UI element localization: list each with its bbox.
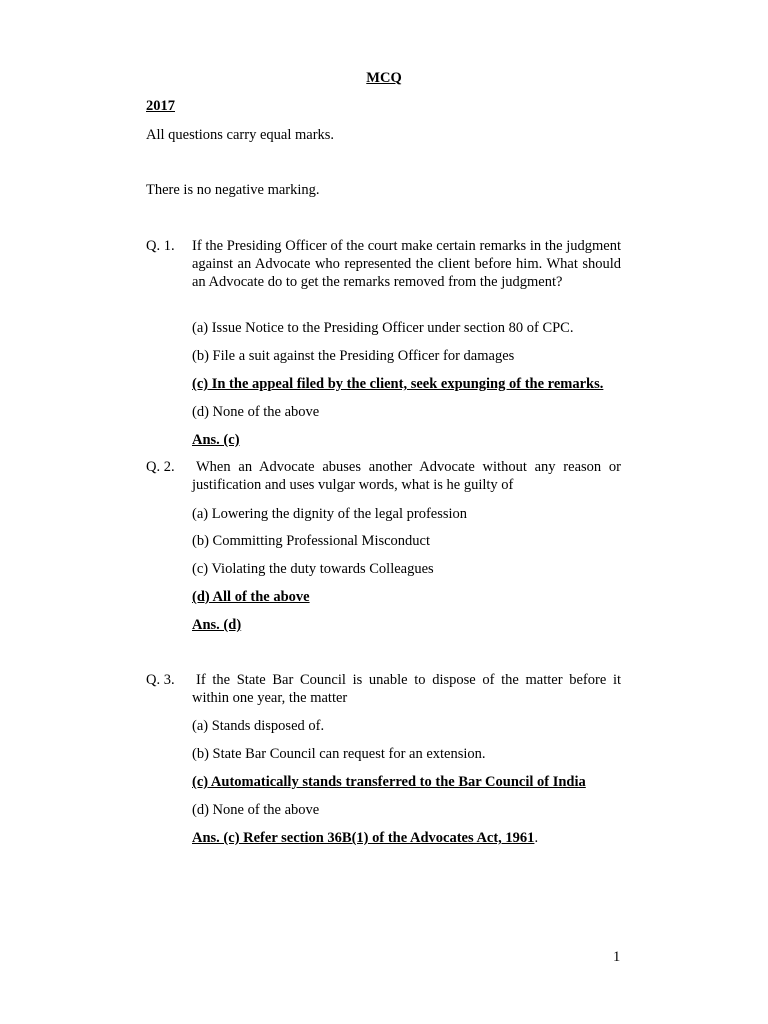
question-3-answer-suffix: . [534, 830, 539, 846]
note-negative-marking: There is no negative marking. [146, 182, 320, 198]
question-2-text: When an Advocate abuses another Advocate without any reason or justification and uses vulgar words, what is he guilty of [192, 459, 621, 493]
question-1-answer-text: Ans. (c) [192, 432, 240, 448]
question-1-option-a: (a) Issue Notice to the Presiding Officer under section 80 of CPC. [192, 320, 574, 336]
question-3-option-d: (d) None of the above [192, 802, 320, 818]
question-1-number: Q. 1. [146, 238, 175, 254]
question-2-number: Q. 2. [146, 459, 175, 475]
exam-year: 2017 [146, 98, 175, 114]
note-equal-marks: All questions carry equal marks. [146, 127, 335, 143]
question-3-answer-text: Ans. (c) Refer section 36B(1) of the Advocates Act, 1961 [192, 830, 535, 846]
question-2-option-b: (b) Committing Professional Misconduct [192, 533, 431, 549]
question-1-text: If the Presiding Officer of the court make certain remarks in the judgment against an Advocate who represented the client before him. What should an Advocate do to get the remarks removed from the judgment? [192, 238, 621, 290]
document-title: MCQ [366, 70, 402, 86]
question-1-answer [192, 431, 240, 449]
question-3-option-b: (b) State Bar Council can request for an extension. [192, 746, 486, 762]
question-2-option-c: (c) Violating the duty towards Colleagues [192, 561, 434, 577]
question-2-answer-text: Ans. (d) [192, 617, 242, 633]
question-3-answer [192, 829, 538, 847]
question-3-text: If the State Bar Council is unable to dispose of the matter before it within one year, the matter [192, 672, 621, 706]
question-3-option-c-correct: (c) Automatically stands transferred to the Bar Council of India [192, 774, 586, 790]
question-3-number: Q. 3. [146, 672, 175, 688]
question-1-option-d: (d) None of the above [192, 404, 320, 420]
page-number: 1 [613, 949, 621, 965]
question-3-option-a: (a) Stands disposed of. [192, 718, 325, 734]
question-1-option-c-correct: (c) In the appeal filed by the client, seek expunging of the remarks. [192, 376, 604, 392]
question-2-option-d-correct: (d) All of the above [192, 589, 310, 605]
question-1-option-b: (b) File a suit against the Presiding Officer for damages [192, 348, 515, 364]
question-2-option-a: (a) Lowering the dignity of the legal profession [192, 506, 468, 522]
question-2-answer [192, 616, 241, 634]
